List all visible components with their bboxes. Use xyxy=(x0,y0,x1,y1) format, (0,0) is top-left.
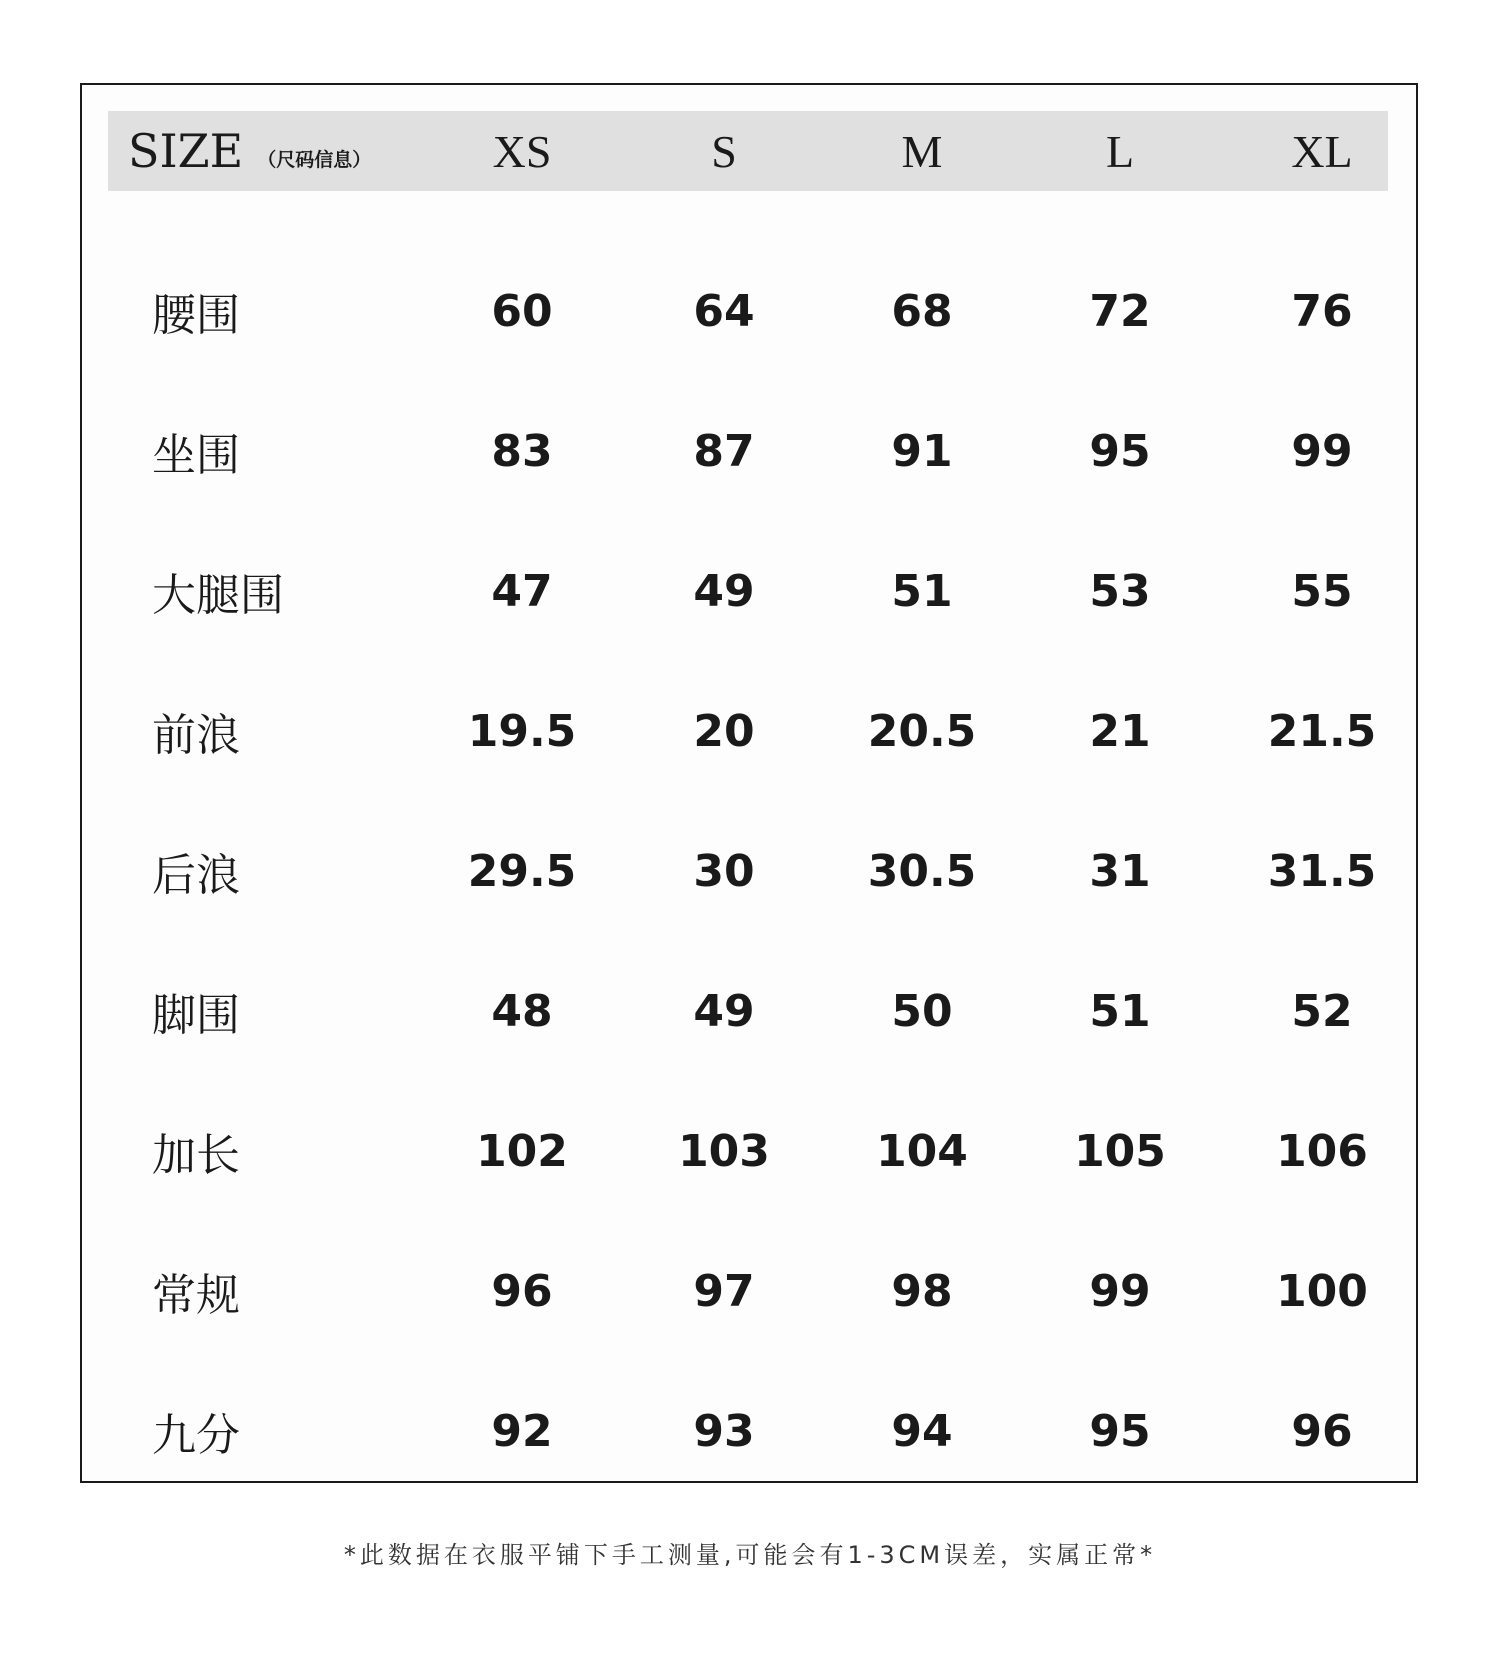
table-cell: 60 xyxy=(491,285,553,337)
table-cell: 19.5 xyxy=(467,705,577,757)
table-cell: 30.5 xyxy=(867,845,977,897)
table-cell: 87 xyxy=(693,425,755,477)
table-row-ankle-length xyxy=(82,1391,1416,1471)
table-cell: 100 xyxy=(1276,1265,1368,1317)
table-cell: 94 xyxy=(891,1405,953,1457)
row-label: 常规 xyxy=(152,1270,240,1321)
table-cell: 52 xyxy=(1291,985,1353,1037)
table-cell: 68 xyxy=(891,285,953,337)
table-cell: 95 xyxy=(1089,425,1151,477)
table-cell: 93 xyxy=(693,1405,755,1457)
row-label: 坐围 xyxy=(152,430,240,481)
table-cell: 99 xyxy=(1089,1265,1151,1317)
table-cell: 95 xyxy=(1089,1405,1151,1457)
row-label: 腰围 xyxy=(152,290,240,341)
table-cell: 102 xyxy=(476,1125,568,1177)
table-cell: 20.5 xyxy=(867,705,977,757)
table-cell: 83 xyxy=(491,425,553,477)
table-cell: 48 xyxy=(491,985,553,1037)
table-cell: 55 xyxy=(1291,565,1353,617)
size-header-xs: XS xyxy=(492,125,552,177)
row-label: 大腿围 xyxy=(152,570,284,621)
table-row-regular-length xyxy=(82,1251,1416,1331)
table-cell: 21.5 xyxy=(1267,705,1377,757)
table-cell: 92 xyxy=(491,1405,553,1457)
table-cell: 30 xyxy=(693,845,755,897)
row-label: 脚围 xyxy=(152,990,240,1041)
table-cell: 31 xyxy=(1089,845,1151,897)
table-cell: 51 xyxy=(891,565,953,617)
size-title: SIZE xyxy=(128,124,244,178)
row-label: 前浪 xyxy=(152,710,240,761)
table-cell: 20 xyxy=(693,705,755,757)
table-row-back-rise xyxy=(82,831,1416,911)
table-cell: 104 xyxy=(876,1125,968,1177)
table-cell: 91 xyxy=(891,425,953,477)
table-cell: 76 xyxy=(1291,285,1353,337)
table-row-hip xyxy=(82,411,1416,491)
table-cell: 21 xyxy=(1089,705,1151,757)
table-cell: 105 xyxy=(1074,1125,1166,1177)
row-label: 九分 xyxy=(152,1410,240,1461)
table-cell: 31.5 xyxy=(1267,845,1377,897)
table-row-waist xyxy=(82,271,1416,351)
size-header-l: L xyxy=(1105,125,1135,177)
table-cell: 47 xyxy=(491,565,553,617)
table-cell: 98 xyxy=(891,1265,953,1317)
table-cell: 64 xyxy=(693,285,755,337)
size-header-m: M xyxy=(901,125,943,177)
table-row-leg-opening xyxy=(82,971,1416,1051)
table-cell: 99 xyxy=(1291,425,1353,477)
table-cell: 53 xyxy=(1089,565,1151,617)
table-cell: 106 xyxy=(1276,1125,1368,1177)
size-chart-table xyxy=(80,83,1418,1483)
table-cell: 51 xyxy=(1089,985,1151,1037)
table-cell: 29.5 xyxy=(467,845,577,897)
table-cell: 50 xyxy=(891,985,953,1037)
size-subtitle: （尺码信息） xyxy=(257,148,372,171)
row-label: 后浪 xyxy=(152,850,240,901)
size-header-label xyxy=(128,111,371,191)
table-row-front-rise xyxy=(82,691,1416,771)
table-cell: 96 xyxy=(491,1265,553,1317)
size-header-row xyxy=(108,111,1388,191)
table-row-long-length xyxy=(82,1111,1416,1191)
table-cell: 97 xyxy=(693,1265,755,1317)
table-row-thigh xyxy=(82,551,1416,631)
size-header-xl: XL xyxy=(1291,125,1353,177)
table-cell: 103 xyxy=(678,1125,770,1177)
table-cell: 72 xyxy=(1089,285,1151,337)
row-label: 加长 xyxy=(152,1130,240,1181)
table-cell: 96 xyxy=(1291,1405,1353,1457)
table-cell: 49 xyxy=(693,985,755,1037)
table-cell: 49 xyxy=(693,565,755,617)
size-header-s: S xyxy=(711,125,737,177)
measurement-footnote: *此数据在衣服平铺下手工测量,可能会有1-3CM误差，实属正常* xyxy=(343,1541,1157,1569)
